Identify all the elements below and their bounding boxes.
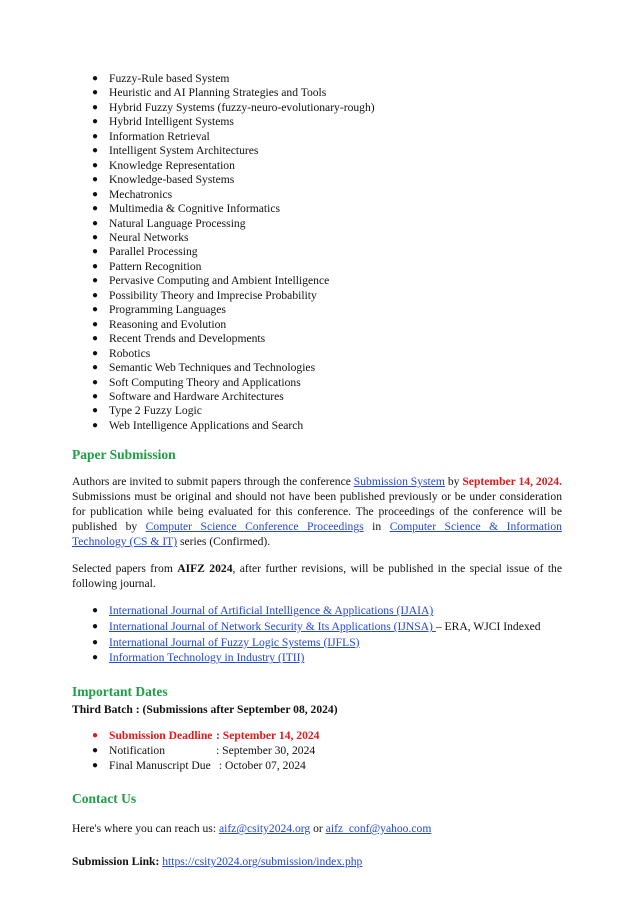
topic-label: Programming Languages — [109, 303, 226, 317]
bullet-icon: ● — [92, 145, 99, 157]
topic-label: Knowledge Representation — [109, 158, 235, 172]
contact-us-heading: Contact Us — [72, 791, 137, 807]
date-value: : September 14, 2024 — [216, 729, 320, 743]
journal-link[interactable]: International Journal of Fuzzy Logic Systems (IJFLS) — [109, 635, 360, 649]
bullet-icon: ● — [92, 405, 99, 417]
contact-or-text: or — [310, 822, 326, 836]
bullet-icon: ● — [92, 260, 99, 272]
date-label: Notification — [109, 744, 166, 758]
journal-item — [92, 603, 562, 619]
submission-link-label: Submission Link: — [72, 855, 160, 869]
bullet-icon: ● — [92, 376, 99, 388]
proceedings-link[interactable]: Computer Science Conference Proceedings — [145, 520, 364, 534]
bullet-icon: ● — [92, 174, 99, 186]
bullet-icon: ● — [92, 116, 99, 128]
submission-paragraph — [72, 474, 562, 549]
bullet-icon: ● — [92, 130, 99, 142]
topic-label: Parallel Processing — [109, 245, 198, 259]
journal-item — [92, 619, 562, 635]
conference-name: AIFZ 2024 — [177, 562, 233, 576]
bullet-icon: ● — [92, 217, 99, 229]
topic-label: Multimedia & Cognitive Informatics — [109, 202, 280, 216]
date-value: : September 30, 2024 — [216, 744, 316, 758]
topic-item — [92, 101, 562, 115]
topic-item — [92, 419, 562, 433]
topic-item — [92, 404, 562, 418]
third-batch-label: Third Batch : (Submissions after September 08, 2024) — [72, 703, 338, 717]
topic-item — [92, 217, 562, 231]
bullet-icon: ● — [92, 101, 99, 113]
topic-item — [92, 231, 562, 245]
bullet-icon: ● — [92, 159, 99, 171]
topic-item — [92, 173, 562, 187]
date-label: Final Manuscript Due — [109, 759, 211, 773]
topic-item — [92, 390, 562, 404]
bullet-icon: ● — [92, 730, 99, 742]
bullet-icon: ● — [92, 419, 99, 431]
topic-label: Software and Hardware Architectures — [109, 389, 284, 403]
topic-label: Web Intelligence Applications and Search — [109, 418, 304, 432]
topic-item — [92, 361, 562, 375]
topic-label: Possibility Theory and Imprecise Probability — [109, 288, 317, 302]
submission-link-paragraph — [72, 854, 562, 869]
topics-list — [72, 72, 562, 433]
date-value: : October 07, 2024 — [216, 759, 306, 773]
submission-url-link[interactable]: https://csity2024.org/submission/index.php — [162, 855, 363, 869]
topic-label: Robotics — [109, 346, 151, 360]
bullet-icon: ● — [92, 333, 99, 345]
topic-item — [92, 202, 562, 216]
journals-list — [72, 603, 562, 666]
bullet-icon: ● — [92, 318, 99, 330]
bullet-icon: ● — [92, 87, 99, 99]
topic-item — [92, 347, 562, 361]
topic-label: Information Retrieval — [109, 129, 210, 143]
topic-label: Natural Language Processing — [109, 216, 246, 230]
date-item — [92, 743, 562, 758]
journal-link[interactable]: International Journal of Artificial Intelligence & Applications (IJAIA) — [109, 604, 434, 618]
bullet-icon: ● — [92, 246, 99, 258]
topic-label: Recent Trends and Developments — [109, 332, 266, 346]
topic-label: Hybrid Intelligent Systems — [109, 115, 234, 129]
submission-requirements-text: Submissions must be original and should not have been published previously or be under consideration for publication while being evaluated for this conference. The proceedings of the conference will be published by — [72, 490, 562, 534]
selected-papers-paragraph — [72, 561, 562, 591]
topic-label: Heuristic and AI Planning Strategies and Tools — [109, 86, 327, 100]
journal-item — [92, 635, 562, 651]
bullet-icon: ● — [92, 605, 99, 617]
bullet-icon: ● — [92, 73, 99, 84]
topic-label: Fuzzy-Rule based System — [109, 72, 230, 85]
bullet-icon: ● — [92, 347, 99, 359]
bullet-icon: ● — [92, 362, 99, 374]
submission-text: Authors are invited to submit papers through the conference — [72, 475, 354, 489]
selected-text-rest: , after further revisions, will be published in the special issue of the following journal. — [72, 562, 562, 591]
topic-item — [92, 72, 562, 86]
topic-label: Pervasive Computing and Ambient Intelligence — [109, 274, 330, 288]
date-item — [92, 728, 562, 743]
topic-label: Intelligent System Architectures — [109, 144, 259, 158]
bullet-icon: ● — [92, 390, 99, 402]
topic-item — [92, 332, 562, 346]
selected-text: Selected papers from — [72, 562, 178, 576]
date-label: Submission Deadline — [109, 729, 213, 743]
bullet-icon: ● — [92, 203, 99, 215]
paper-submission-heading: Paper Submission — [72, 447, 176, 463]
topic-item — [92, 245, 562, 259]
topic-item — [92, 159, 562, 173]
bullet-icon: ● — [92, 636, 99, 648]
important-dates-heading: Important Dates — [72, 684, 168, 700]
submission-text-by: by — [444, 475, 463, 489]
topic-item — [92, 115, 562, 129]
topic-item — [92, 130, 562, 144]
bullet-icon: ● — [92, 289, 99, 301]
topic-item — [92, 376, 562, 390]
topic-label: Reasoning and Evolution — [109, 317, 227, 331]
email-link-secondary[interactable]: aifz_conf@yahoo.com — [325, 822, 432, 836]
journal-item — [92, 650, 562, 666]
topic-item — [92, 188, 562, 202]
series-text: series (Confirmed). — [177, 535, 271, 549]
submission-system-link[interactable]: Submission System — [353, 475, 445, 489]
topic-item — [92, 318, 562, 332]
submission-text-in: in — [363, 520, 390, 534]
dates-list — [72, 728, 562, 773]
email-link-primary[interactable]: aifz@csity2024.org — [218, 822, 311, 836]
topic-item — [92, 303, 562, 317]
topic-label: Neural Networks — [109, 230, 189, 244]
journal-link[interactable]: International Journal of Network Security & Its Applications (IJNSA) — [109, 620, 436, 634]
bullet-icon: ● — [92, 304, 99, 316]
topic-label: Knowledge-based Systems — [109, 173, 235, 187]
journal-indexing-note: – ERA, WJCI Indexed — [435, 620, 541, 634]
topic-label: Mechatronics — [109, 187, 173, 201]
topic-item — [92, 260, 562, 274]
bullet-icon: ● — [92, 652, 99, 664]
topic-label: Soft Computing Theory and Applications — [109, 375, 301, 389]
bullet-icon: ● — [92, 745, 99, 757]
cs-it-link[interactable]: Computer Science & Information Technology (CS & IT) — [72, 520, 562, 549]
topic-item — [92, 86, 562, 100]
date-item — [92, 758, 562, 773]
bullet-icon: ● — [92, 760, 99, 772]
topic-label: Semantic Web Techniques and Technologies — [109, 361, 316, 375]
topic-label: Type 2 Fuzzy Logic — [109, 404, 202, 418]
topic-item — [92, 144, 562, 158]
topic-label: Pattern Recognition — [109, 259, 202, 273]
bullet-icon: ● — [92, 275, 99, 287]
contact-paragraph — [72, 821, 562, 836]
topic-label: Hybrid Fuzzy Systems (fuzzy-neuro-evolutionary-rough) — [109, 100, 375, 114]
submission-deadline-text: September 14, 2024. — [462, 475, 562, 489]
contact-text: Here's where you can reach us: — [72, 822, 219, 836]
topic-item — [92, 274, 562, 288]
topic-item — [92, 289, 562, 303]
journal-link[interactable]: Information Technology in Industry (ITII) — [109, 651, 305, 665]
bullet-icon: ● — [92, 231, 99, 243]
bullet-icon: ● — [92, 621, 99, 633]
bullet-icon: ● — [92, 188, 99, 200]
